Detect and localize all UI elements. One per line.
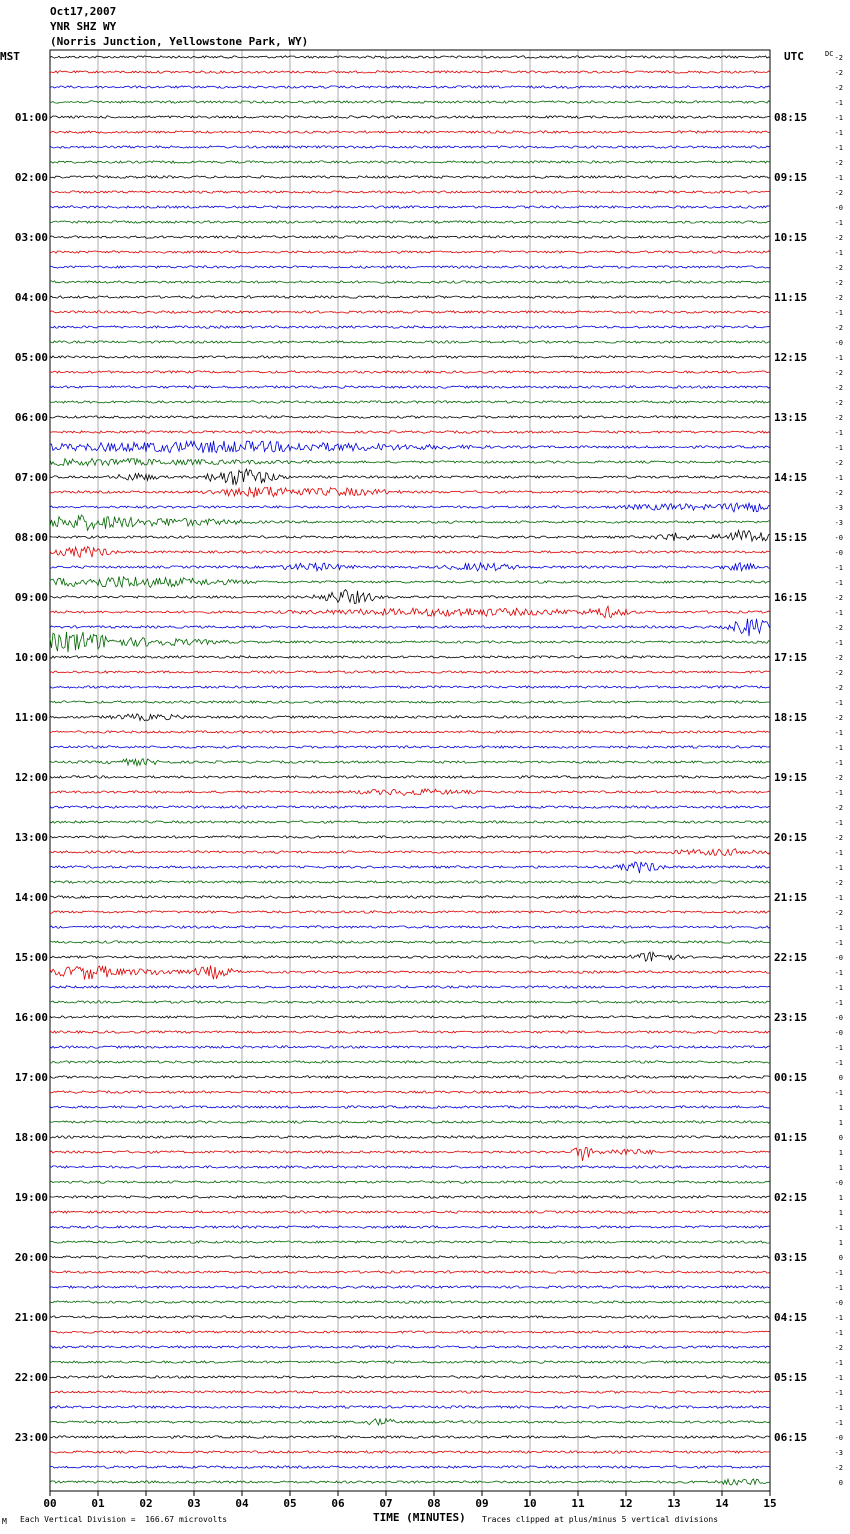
right-hour-label: 04:15 bbox=[774, 1311, 808, 1324]
station-code: YNR SHZ WY bbox=[50, 20, 117, 33]
dc-offset-value: -2 bbox=[834, 684, 843, 692]
seismogram-trace bbox=[50, 416, 770, 418]
dc-offset-value: -1 bbox=[834, 939, 843, 947]
dc-offset-value: -1 bbox=[834, 699, 843, 707]
seismogram-trace bbox=[50, 1166, 770, 1168]
seismogram-trace bbox=[50, 236, 770, 238]
seismogram-trace bbox=[50, 632, 770, 652]
x-tick-label: 13 bbox=[667, 1497, 681, 1510]
dc-offset-value: -1 bbox=[834, 1374, 843, 1382]
x-tick-label: 06 bbox=[331, 1497, 345, 1510]
x-tick-label: 08 bbox=[427, 1497, 441, 1510]
seismogram-trace bbox=[50, 101, 770, 103]
dc-offset-value: -3 bbox=[834, 519, 843, 527]
dc-offset-value: -1 bbox=[834, 1044, 843, 1052]
record-date: Oct17,2007 bbox=[50, 5, 117, 18]
dc-offset-value: -0 bbox=[834, 339, 843, 347]
dc-offset-value: -1 bbox=[834, 969, 843, 977]
footer-left-mark: M bbox=[2, 1517, 7, 1526]
dc-offset-value: -2 bbox=[834, 774, 843, 782]
dc-offset-value: -0 bbox=[834, 1434, 843, 1442]
dc-offset-value: -2 bbox=[834, 834, 843, 842]
seismogram-trace bbox=[50, 431, 770, 433]
seismogram-trace bbox=[50, 116, 770, 118]
seismogram-trace bbox=[50, 1136, 770, 1138]
right-hour-label: 08:15 bbox=[774, 111, 808, 124]
seismogram-trace bbox=[50, 326, 770, 328]
dc-offset-value: -0 bbox=[834, 204, 843, 212]
x-tick-label: 04 bbox=[235, 1497, 249, 1510]
seismogram-trace bbox=[50, 146, 770, 148]
seismogram-trace bbox=[50, 206, 770, 208]
seismogram-trace bbox=[50, 731, 770, 733]
seismogram-trace bbox=[50, 1076, 770, 1078]
seismogram-trace bbox=[50, 503, 770, 512]
seismogram-trace bbox=[50, 821, 770, 823]
dc-offset-value: -1 bbox=[834, 309, 843, 317]
left-hour-label: 14:00 bbox=[14, 891, 48, 904]
dc-offset-value: 0 bbox=[838, 1254, 843, 1262]
right-hour-label: 16:15 bbox=[774, 591, 808, 604]
seismogram-trace bbox=[50, 1331, 770, 1333]
vertical-division-note: Each Vertical Division = 166.67 microvolts bbox=[20, 1515, 228, 1524]
seismogram-trace bbox=[50, 1391, 770, 1393]
dc-offset-value: -1 bbox=[834, 474, 843, 482]
seismogram-trace bbox=[50, 1316, 770, 1318]
dc-offset-value: -2 bbox=[834, 414, 843, 422]
left-hour-label: 10:00 bbox=[14, 651, 48, 664]
dc-offset-value: -0 bbox=[834, 1299, 843, 1307]
seismogram-trace bbox=[50, 161, 770, 163]
seismogram-trace bbox=[50, 701, 770, 703]
dc-offset-value: -1 bbox=[834, 894, 843, 902]
seismogram-trace bbox=[50, 469, 770, 485]
dc-offset-value: -1 bbox=[834, 1389, 843, 1397]
left-hour-label: 07:00 bbox=[14, 471, 48, 484]
seismogram-trace bbox=[50, 356, 770, 358]
right-hour-label: 10:15 bbox=[774, 231, 808, 244]
seismogram-trace bbox=[50, 1479, 770, 1485]
x-tick-label: 02 bbox=[139, 1497, 153, 1510]
seismogram-trace bbox=[50, 401, 770, 403]
dc-offset-value: -1 bbox=[834, 849, 843, 857]
dc-offset-value: -1 bbox=[834, 354, 843, 362]
dc-offset-value: 0 bbox=[838, 1479, 843, 1487]
seismogram-trace bbox=[50, 1196, 770, 1198]
dc-offset-value: -2 bbox=[834, 369, 843, 377]
dc-offset-value: -1 bbox=[834, 1089, 843, 1097]
dc-offset-value: -1 bbox=[834, 789, 843, 797]
seismogram-trace bbox=[50, 671, 770, 673]
left-hour-label: 20:00 bbox=[14, 1251, 48, 1264]
dc-offset-value: -2 bbox=[834, 399, 843, 407]
dc-offset-value: -2 bbox=[834, 804, 843, 812]
seismogram-trace bbox=[50, 71, 770, 73]
dc-offset-value: 1 bbox=[838, 1194, 843, 1202]
seismogram-trace bbox=[50, 1211, 770, 1213]
seismogram-trace bbox=[50, 1286, 770, 1288]
dc-offset-value: -2 bbox=[834, 294, 843, 302]
seismogram-trace bbox=[50, 926, 770, 928]
seismogram-trace bbox=[50, 530, 770, 541]
seismogram-trace bbox=[50, 1091, 770, 1093]
x-tick-label: 00 bbox=[43, 1497, 57, 1510]
dc-offset-value: -1 bbox=[834, 219, 843, 227]
seismogram-trace bbox=[50, 836, 770, 838]
dc-offset-value: -1 bbox=[834, 144, 843, 152]
dc-offset-value: -2 bbox=[834, 624, 843, 632]
dc-offset-value: -2 bbox=[834, 159, 843, 167]
left-hour-label: 05:00 bbox=[14, 351, 48, 364]
seismogram-trace bbox=[50, 176, 770, 178]
x-tick-label: 05 bbox=[283, 1497, 297, 1510]
dc-offset-value: -1 bbox=[834, 609, 843, 617]
dc-offset-value: -1 bbox=[834, 429, 843, 437]
seismogram-trace bbox=[50, 1466, 770, 1468]
dc-offset-value: -1 bbox=[834, 759, 843, 767]
right-hour-label: 11:15 bbox=[774, 291, 808, 304]
seismogram-trace bbox=[50, 1361, 770, 1363]
x-tick-label: 09 bbox=[475, 1497, 489, 1510]
x-tick-label: 01 bbox=[91, 1497, 105, 1510]
seismogram-trace bbox=[50, 1436, 770, 1438]
right-hour-label: 12:15 bbox=[774, 351, 808, 364]
dc-offset-value: -1 bbox=[834, 1314, 843, 1322]
seismogram-trace bbox=[50, 789, 770, 796]
seismogram-trace bbox=[50, 911, 770, 913]
dc-offset-value: -1 bbox=[834, 1359, 843, 1367]
left-timezone-label: MST bbox=[0, 50, 20, 63]
right-hour-label: 15:15 bbox=[774, 531, 808, 544]
seismogram-trace bbox=[50, 371, 770, 373]
dc-offset-value: -2 bbox=[834, 1464, 843, 1472]
x-tick-label: 07 bbox=[379, 1497, 393, 1510]
seismogram-trace bbox=[50, 1121, 770, 1123]
seismogram-trace bbox=[50, 1241, 770, 1243]
seismogram-trace bbox=[50, 1226, 770, 1228]
seismogram-trace bbox=[50, 619, 770, 637]
dc-offset-value: -2 bbox=[834, 594, 843, 602]
seismogram-trace bbox=[50, 56, 770, 58]
dc-offset-value: 1 bbox=[838, 1239, 843, 1247]
seismogram-trace bbox=[50, 487, 770, 498]
seismogram-trace bbox=[50, 1031, 770, 1033]
left-hour-label: 18:00 bbox=[14, 1131, 48, 1144]
seismogram-trace bbox=[50, 1256, 770, 1258]
seismogram-trace bbox=[50, 965, 770, 979]
seismogram-trace bbox=[50, 952, 770, 961]
dc-offset-value: -3 bbox=[834, 504, 843, 512]
dc-offset-value: -1 bbox=[834, 1284, 843, 1292]
dc-offset-value: -1 bbox=[834, 444, 843, 452]
dc-offset-value: -0 bbox=[834, 1179, 843, 1187]
left-hour-label: 09:00 bbox=[14, 591, 48, 604]
seismogram-trace bbox=[50, 1406, 770, 1408]
seismogram-trace bbox=[50, 590, 770, 604]
dc-offset-value: -2 bbox=[834, 69, 843, 77]
dc-offset-value: -2 bbox=[834, 264, 843, 272]
seismogram-trace bbox=[50, 806, 770, 808]
dc-offset-value: 1 bbox=[838, 1119, 843, 1127]
seismogram-trace bbox=[50, 862, 770, 873]
dc-offset-value: -2 bbox=[834, 234, 843, 242]
right-hour-label: 05:15 bbox=[774, 1371, 808, 1384]
seismogram-trace bbox=[50, 1271, 770, 1273]
dc-offset-value: -0 bbox=[834, 549, 843, 557]
seismogram-trace bbox=[50, 896, 770, 898]
dc-offset-value: -0 bbox=[834, 1014, 843, 1022]
seismogram-trace bbox=[50, 1046, 770, 1048]
dc-offset-value: -2 bbox=[834, 654, 843, 662]
dc-offset-value: -1 bbox=[834, 129, 843, 137]
x-tick-label: 12 bbox=[619, 1497, 633, 1510]
right-hour-label: 13:15 bbox=[774, 411, 808, 424]
right-hour-label: 23:15 bbox=[774, 1011, 808, 1024]
seismogram-trace bbox=[50, 656, 770, 658]
dc-offset-value: 0 bbox=[838, 1134, 843, 1142]
dc-offset-value: -2 bbox=[834, 714, 843, 722]
dc-offset-value: 1 bbox=[838, 1164, 843, 1172]
left-hour-label: 11:00 bbox=[14, 711, 48, 724]
seismogram-trace bbox=[50, 1451, 770, 1453]
seismogram-trace bbox=[50, 714, 770, 721]
seismogram-trace bbox=[50, 1346, 770, 1348]
seismogram-trace bbox=[50, 251, 770, 253]
seismogram-trace bbox=[50, 515, 770, 530]
left-hour-label: 13:00 bbox=[14, 831, 48, 844]
seismogram-trace bbox=[50, 311, 770, 313]
dc-offset-value: -1 bbox=[834, 1404, 843, 1412]
dc-offset-value: -2 bbox=[834, 54, 843, 62]
right-timezone-label: UTC bbox=[784, 50, 804, 63]
dc-offset-value: -1 bbox=[834, 1269, 843, 1277]
seismogram-trace bbox=[50, 776, 770, 778]
left-hour-label: 16:00 bbox=[14, 1011, 48, 1024]
dc-offset-value: -1 bbox=[834, 564, 843, 572]
seismogram-trace bbox=[50, 266, 770, 268]
seismogram-trace bbox=[50, 849, 770, 856]
seismogram-trace bbox=[50, 606, 770, 618]
seismogram-trace bbox=[50, 1106, 770, 1108]
dc-offset-value: 1 bbox=[838, 1209, 843, 1217]
right-hour-label: 14:15 bbox=[774, 471, 808, 484]
dc-offset-value: -1 bbox=[834, 1329, 843, 1337]
dc-offset-value: -2 bbox=[834, 1344, 843, 1352]
dc-offset-value: -2 bbox=[834, 324, 843, 332]
right-hour-label: 09:15 bbox=[774, 171, 808, 184]
dc-offset-value: -2 bbox=[834, 459, 843, 467]
dc-offset-value: -1 bbox=[834, 729, 843, 737]
seismogram-trace bbox=[50, 1301, 770, 1303]
dc-offset-value: -2 bbox=[834, 489, 843, 497]
dc-offset-value: -2 bbox=[834, 909, 843, 917]
station-location: (Norris Junction, Yellowstone Park, WY) bbox=[50, 35, 309, 48]
left-hour-label: 21:00 bbox=[14, 1311, 48, 1324]
seismogram-trace bbox=[50, 759, 770, 766]
seismogram-trace bbox=[50, 131, 770, 133]
dc-offset-value: -1 bbox=[834, 864, 843, 872]
dc-offset-value: -1 bbox=[834, 999, 843, 1007]
dc-offset-value: -2 bbox=[834, 279, 843, 287]
seismogram-trace bbox=[50, 1147, 770, 1160]
x-tick-label: 14 bbox=[715, 1497, 729, 1510]
seismogram-trace bbox=[50, 563, 770, 571]
seismogram-trace bbox=[50, 746, 770, 748]
dc-offset-value: -1 bbox=[834, 174, 843, 182]
right-hour-label: 03:15 bbox=[774, 1251, 808, 1264]
dc-offset-value: -1 bbox=[834, 744, 843, 752]
right-hour-label: 02:15 bbox=[774, 1191, 808, 1204]
x-tick-label: 03 bbox=[187, 1497, 201, 1510]
dc-offset-value: -2 bbox=[834, 384, 843, 392]
right-hour-label: 00:15 bbox=[774, 1071, 808, 1084]
right-hour-label: 20:15 bbox=[774, 831, 808, 844]
dc-offset-value: -2 bbox=[834, 669, 843, 677]
clip-note: Traces clipped at plus/minus 5 vertical divisions bbox=[482, 1515, 719, 1524]
right-hour-label: 22:15 bbox=[774, 951, 808, 964]
seismogram-trace bbox=[50, 221, 770, 223]
dc-offset-header: DC bbox=[825, 50, 834, 58]
left-hour-label: 15:00 bbox=[14, 951, 48, 964]
dc-offset-value: 0 bbox=[838, 1074, 843, 1082]
dc-offset-value: -2 bbox=[834, 189, 843, 197]
left-hour-label: 04:00 bbox=[14, 291, 48, 304]
seismogram-trace bbox=[50, 1181, 770, 1183]
right-hour-label: 21:15 bbox=[774, 891, 808, 904]
dc-offset-value: -1 bbox=[834, 579, 843, 587]
right-hour-label: 19:15 bbox=[774, 771, 808, 784]
left-hour-label: 03:00 bbox=[14, 231, 48, 244]
right-hour-label: 01:15 bbox=[774, 1131, 808, 1144]
seismogram-trace bbox=[50, 1016, 770, 1018]
seismogram-trace bbox=[50, 1001, 770, 1003]
dc-offset-value: -1 bbox=[834, 639, 843, 647]
seismogram-trace bbox=[50, 296, 770, 298]
left-hour-label: 02:00 bbox=[14, 171, 48, 184]
seismogram-trace bbox=[50, 1061, 770, 1063]
seismogram-trace bbox=[50, 577, 770, 588]
seismogram-trace bbox=[50, 86, 770, 88]
dc-offset-value: -1 bbox=[834, 249, 843, 257]
x-tick-label: 11 bbox=[571, 1497, 585, 1510]
seismogram-trace bbox=[50, 686, 770, 688]
left-hour-label: 17:00 bbox=[14, 1071, 48, 1084]
dc-offset-value: -1 bbox=[834, 924, 843, 932]
seismogram-trace bbox=[50, 547, 770, 558]
dc-offset-value: -3 bbox=[834, 1449, 843, 1457]
x-tick-label: 10 bbox=[523, 1497, 537, 1510]
dc-offset-value: -0 bbox=[834, 1029, 843, 1037]
seismogram-trace bbox=[50, 341, 770, 343]
seismogram-trace bbox=[50, 281, 770, 283]
right-hour-label: 06:15 bbox=[774, 1431, 808, 1444]
seismogram-trace bbox=[50, 986, 770, 988]
dc-offset-value: -2 bbox=[834, 84, 843, 92]
left-hour-label: 01:00 bbox=[14, 111, 48, 124]
seismogram-trace bbox=[50, 386, 770, 388]
seismogram-trace bbox=[50, 1419, 770, 1426]
x-axis-title: TIME (MINUTES) bbox=[373, 1511, 466, 1524]
seismogram-trace bbox=[50, 191, 770, 193]
dc-offset-value: -1 bbox=[834, 1419, 843, 1427]
seismogram-trace bbox=[50, 458, 770, 465]
seismogram-trace bbox=[50, 441, 770, 453]
dc-offset-value: -1 bbox=[834, 1059, 843, 1067]
right-hour-label: 17:15 bbox=[774, 651, 808, 664]
dc-offset-value: -1 bbox=[834, 819, 843, 827]
x-tick-label: 15 bbox=[763, 1497, 777, 1510]
dc-offset-value: -0 bbox=[834, 534, 843, 542]
right-hour-label: 18:15 bbox=[774, 711, 808, 724]
dc-offset-value: -1 bbox=[834, 114, 843, 122]
seismogram-trace bbox=[50, 941, 770, 943]
dc-offset-value: -1 bbox=[834, 99, 843, 107]
seismogram-trace bbox=[50, 881, 770, 883]
dc-offset-value: 1 bbox=[838, 1104, 843, 1112]
left-hour-label: 06:00 bbox=[14, 411, 48, 424]
dc-offset-value: -1 bbox=[834, 984, 843, 992]
dc-offset-value: 1 bbox=[838, 1149, 843, 1157]
left-hour-label: 22:00 bbox=[14, 1371, 48, 1384]
dc-offset-value: -2 bbox=[834, 879, 843, 887]
left-hour-label: 12:00 bbox=[14, 771, 48, 784]
dc-offset-value: -0 bbox=[834, 954, 843, 962]
dc-offset-value: -1 bbox=[834, 1224, 843, 1232]
left-hour-label: 08:00 bbox=[14, 531, 48, 544]
left-hour-label: 19:00 bbox=[14, 1191, 48, 1204]
left-hour-label: 23:00 bbox=[14, 1431, 48, 1444]
seismogram-trace bbox=[50, 1376, 770, 1378]
